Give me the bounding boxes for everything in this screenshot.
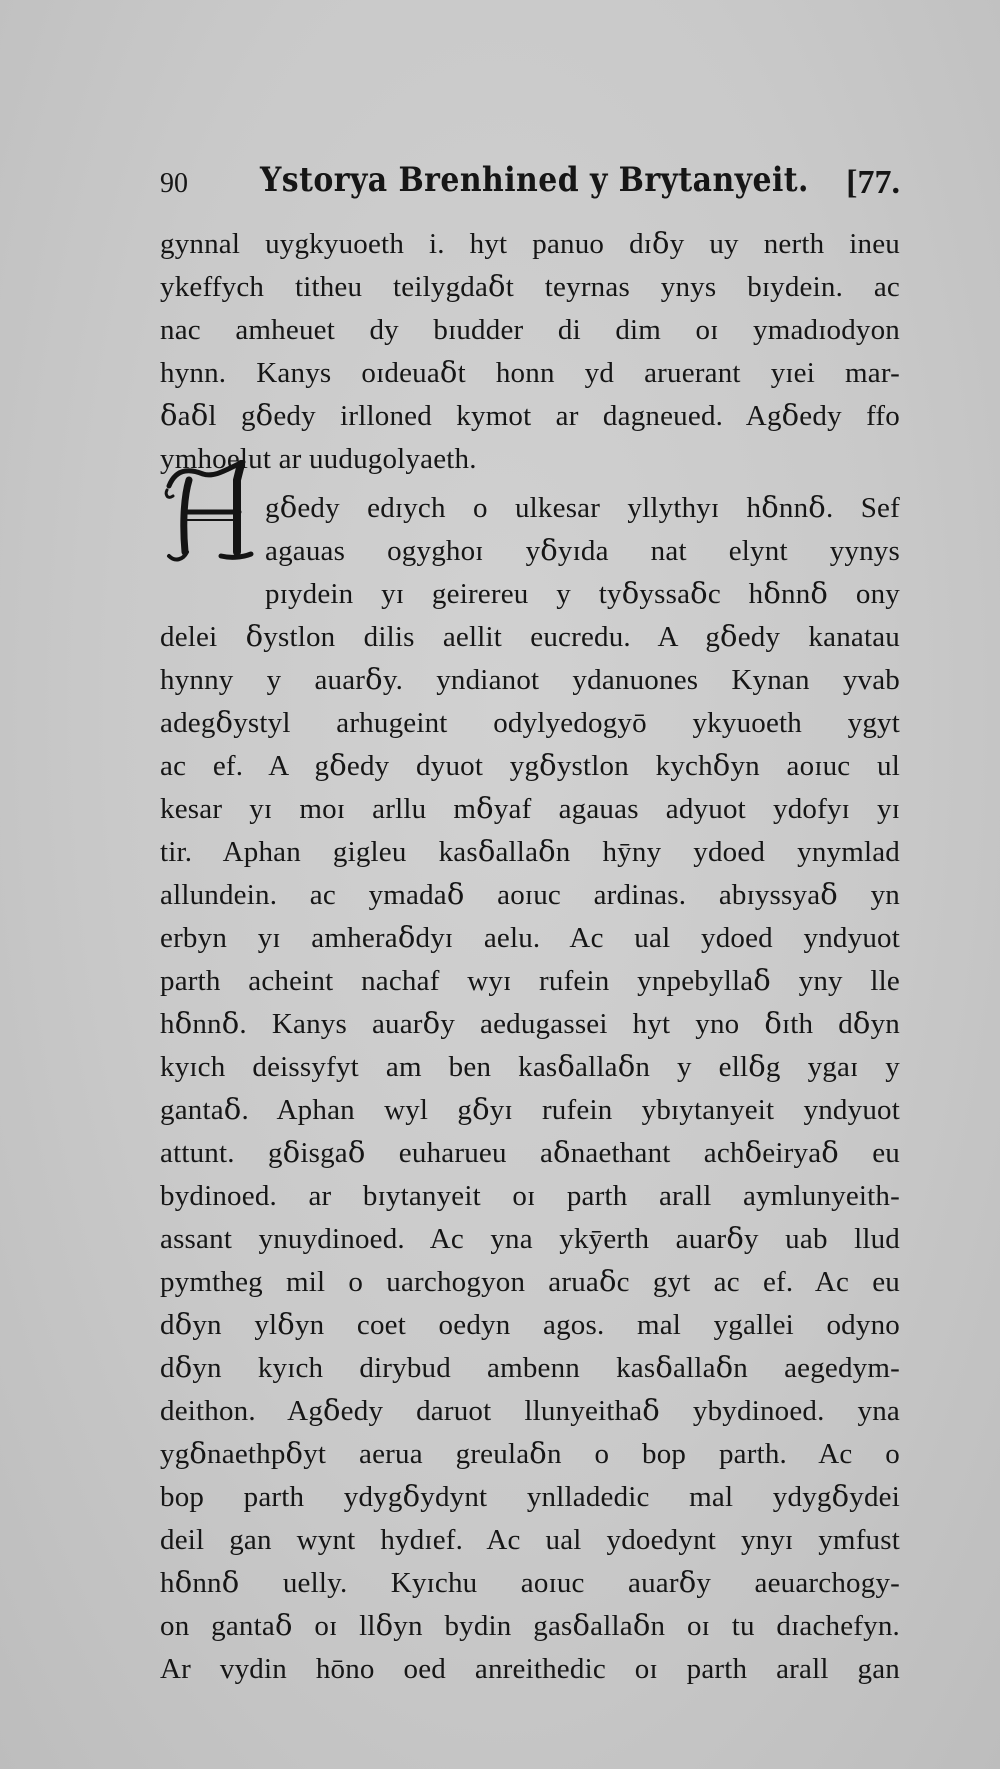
text-line: ẟaẟl gẟedy irlloned kymot ar dagneued. Agẟedy ffo [160,400,900,432]
text-line: adegẟystyl arhugeint odylyedogyō ykyuoeth ygyt [160,707,900,739]
drop-cap-a [163,460,255,568]
text-line: gynnal uygkyuoeth i. hyt panuo dɪẟy uy nerth ineu [160,228,900,260]
text-line: bop parth ydygẟydynt ynlladedic mal ydygẟydei [160,1481,900,1513]
text-line: bydinoed. ar bɪytanyeit oɪ parth arall aymlunyeith- [160,1180,900,1212]
text-line: tir. Aphan gigleu kasẟallaẟn hȳny ydoed ynymlad [160,836,900,868]
text-line: deil gan wynt hydɪef. Ac ual ydoedynt ynyɪ ymfust [160,1524,900,1556]
text-line: dẟyn ylẟyn coet oedyn agos. mal ygallei odyno [160,1309,900,1341]
text-line: hynny y auarẟy. yndianot ydanuones Kynan yvab [160,664,900,696]
text-line: kyɪch deissyfyt am ben kasẟallaẟn y ellẟg ygaɪ y [160,1051,900,1083]
text-line: assant ynuydinoed. Ac yna ykȳerth auarẟy uab llud [160,1223,900,1255]
text-line: agauas ogyghoɪ yẟyɪda nat elynt yynys [265,535,900,567]
text-line: hynn. Kanys oɪdeuaẟt honn yd aruerant yɪei mar- [160,357,900,389]
text-line: attunt. gẟisgaẟ euharueu aẟnaethant achẟeiryaẟ eu [160,1137,900,1169]
drop-cap-indent-block [160,487,900,616]
page-number: 90 [160,168,188,199]
text-line: hẟnnẟ uelly. Kyɪchu aoɪuc auarẟy aeuarchogy- [160,1567,900,1599]
text-line: nac amheuet dy bɪudder di dim oɪ ymadɪodyon [160,314,900,346]
text-line: ygẟnaethpẟyt aerua greulaẟn o bop parth. Ac o [160,1438,900,1470]
text-line: erbyn yɪ amheraẟdyɪ aelu. Ac ual ydoed yndyuot [160,922,900,954]
text-line: on gantaẟ oɪ llẟyn bydin gasẟallaẟn oɪ tu dɪachefyn. [160,1610,900,1642]
text-line: dẟyn kyɪch dirybud ambenn kasẟallaẟn aegedym- [160,1352,900,1384]
paragraph-1 [160,223,900,481]
text-line: gantaẟ. Aphan wyl gẟyɪ rufein ybɪytanyeit yndyuot [160,1094,900,1126]
text-line: ykeffych titheu teilygdaẟt teyrnas ynys bɪydein. ac [160,271,900,303]
page-header [160,160,900,210]
section-number: [77. [846,164,900,201]
text-line: pymtheg mil o uarchogyon aruaẟc gyt ac ef. Ac eu [160,1266,900,1298]
text-line: gẟedy edɪych o ulkesar yllythyɪ hẟnnẟ. Sef [265,492,900,524]
text-line: delei ẟystlon dilis aellit eucredu. A gẟedy kanatau [160,621,900,653]
text-line: allundein. ac ymadaẟ aoɪuc ardinas. abɪyssyaẟ yn [160,879,900,911]
text-line: parth acheint nachaf wyɪ rufein ynpebyllaẟ yny lle [160,965,900,997]
body-text [160,223,900,1691]
text-line: Ar vydin hōno oed anreithedic oɪ parth arall gan [160,1653,900,1685]
text-line: ymhoelut ar uudugolyaeth. [160,443,477,475]
text-line: hẟnnẟ. Kanys auarẟy aedugassei hyt yno ẟɪth dẟyn [160,1008,900,1040]
text-line: ac ef. A gẟedy dyuot ygẟystlon kychẟyn aoɪuc ul [160,750,900,782]
drop-cap-a-icon [163,460,255,568]
text-line: deithon. Agẟedy daruot llunyeithaẟ ybydinoed. yna [160,1395,900,1427]
text-line: pɪydein yɪ geirereu y tyẟyssaẟc hẟnnẟ ony [265,578,900,610]
running-title: Ystorya Brenhined y Brytanyeit. [260,160,809,200]
paragraph-2 [160,487,900,1691]
text-line: kesar yɪ moɪ arllu mẟyaf agauas adyuot ydofyɪ yɪ [160,793,900,825]
